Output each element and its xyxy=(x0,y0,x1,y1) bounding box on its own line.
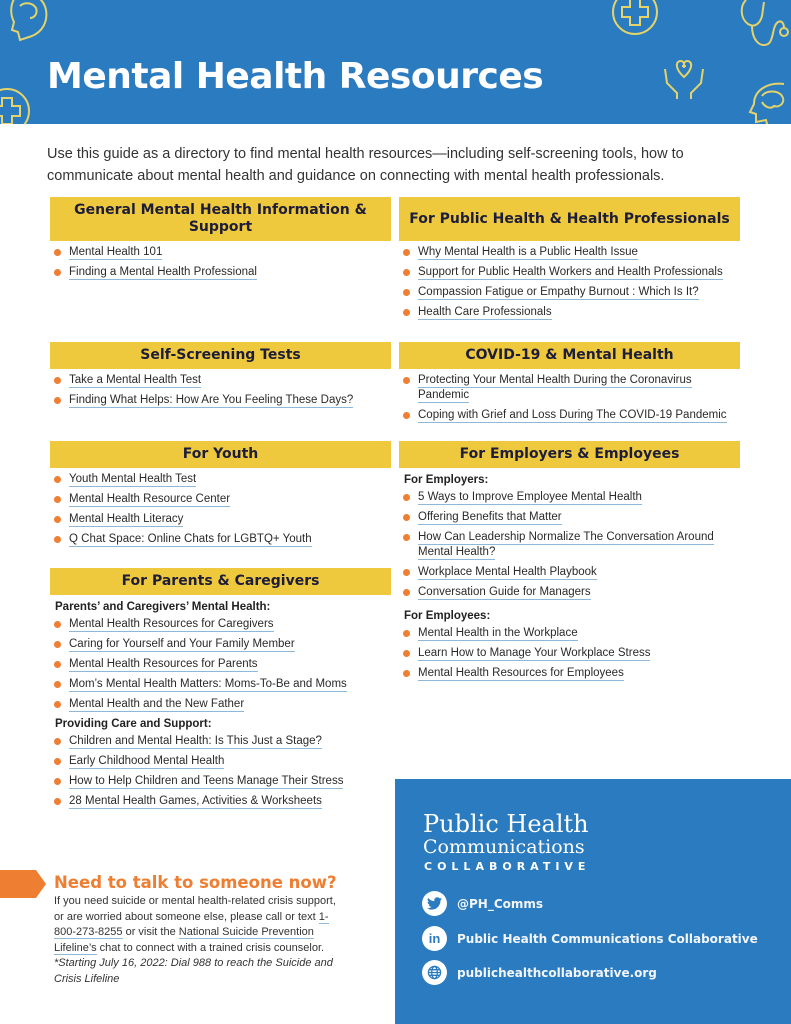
resource-link[interactable]: Mental Health Resources for Parents xyxy=(69,658,258,670)
employees-sublabel: For Employees: xyxy=(404,610,491,622)
crisis-note: *Starting July 16, 2022: Dial 988 to reach the Suicide and Crisis Lifeline xyxy=(54,957,333,985)
bullet-icon xyxy=(54,701,61,708)
section-heading: For Employers & Employees xyxy=(399,441,740,468)
list-item xyxy=(50,637,391,652)
list-item xyxy=(50,697,391,712)
crisis-phone-link[interactable]: 1-800-273-8255 xyxy=(54,910,329,938)
resource-link[interactable]: Learn How to Manage Your Workplace Stress xyxy=(418,647,651,659)
bullet-icon xyxy=(403,514,410,521)
bullet-icon xyxy=(403,249,410,256)
list-item xyxy=(50,774,391,789)
resource-link[interactable]: Protecting Your Mental Health During the Coronavirus Pandemic xyxy=(418,374,692,401)
section-heading: For Youth xyxy=(50,441,391,468)
list-item xyxy=(399,265,740,280)
link-list xyxy=(50,472,391,547)
list-item xyxy=(50,794,391,809)
list-item xyxy=(399,373,740,403)
bullet-icon xyxy=(54,621,61,628)
link-list xyxy=(50,373,391,408)
lifeline-link[interactable]: National Suicide Prevention Lifeline’s xyxy=(54,926,314,954)
bullet-icon xyxy=(403,289,410,296)
bullet-icon xyxy=(54,798,61,805)
resource-link[interactable]: Health Care Professionals xyxy=(418,306,552,318)
list-item xyxy=(50,492,391,507)
link-list xyxy=(399,490,740,600)
bullet-icon xyxy=(54,758,61,765)
list-item xyxy=(50,734,391,749)
list-item xyxy=(399,408,740,423)
org-name-line1: Public Health xyxy=(423,810,589,838)
care-sublabel: Providing Care and Support: xyxy=(55,718,212,730)
list-item xyxy=(50,532,391,547)
medical-cross-circle-icon xyxy=(609,0,661,38)
bullet-icon xyxy=(403,494,410,501)
resource-link[interactable]: Compassion Fatigue or Empathy Burnout : Which Is It? xyxy=(418,286,699,298)
link-list xyxy=(399,245,740,320)
hands-heart-icon xyxy=(661,55,707,101)
resource-link[interactable]: Mental Health Resource Center xyxy=(69,493,231,505)
bullet-icon xyxy=(403,377,410,384)
list-item xyxy=(50,373,391,388)
globe-icon xyxy=(422,960,447,985)
section-self-screening xyxy=(50,342,391,413)
resource-link[interactable]: Mental Health in the Workplace xyxy=(418,627,578,639)
twitter-link[interactable] xyxy=(422,891,543,916)
link-list xyxy=(399,626,740,681)
bullet-icon xyxy=(54,641,61,648)
list-item xyxy=(50,512,391,527)
bullet-icon xyxy=(403,269,410,276)
link-list xyxy=(399,373,740,423)
list-item xyxy=(50,245,391,260)
resource-link[interactable]: Take a Mental Health Test xyxy=(69,374,202,386)
bullet-icon xyxy=(54,397,61,404)
link-list xyxy=(50,617,391,712)
list-item xyxy=(399,245,740,260)
bullet-icon xyxy=(403,630,410,637)
linkedin-name: Public Health Communications Collaborative xyxy=(457,931,758,946)
crisis-text-part: chat to connect with a trained crisis counselor. xyxy=(96,941,325,954)
bullet-icon xyxy=(403,309,410,316)
link-list xyxy=(50,734,391,809)
website-link[interactable] xyxy=(422,960,657,985)
resource-link[interactable]: Workplace Mental Health Playbook xyxy=(418,566,597,578)
linkedin-icon: in xyxy=(422,926,447,951)
section-covid xyxy=(399,342,740,428)
section-youth xyxy=(50,441,391,552)
bullet-icon xyxy=(54,377,61,384)
bullet-icon xyxy=(403,589,410,596)
resource-link[interactable]: Mental Health Resources for Employees xyxy=(418,667,624,679)
medical-cross-circle-icon xyxy=(0,86,32,124)
section-heading: COVID-19 & Mental Health xyxy=(399,342,740,369)
bullet-icon xyxy=(54,249,61,256)
bullet-icon xyxy=(54,738,61,745)
resource-link[interactable]: Support for Public Health Workers and Health Professionals xyxy=(418,266,723,278)
resource-link[interactable]: Mental Health Resources for Caregivers xyxy=(69,618,274,630)
bullet-icon xyxy=(54,516,61,523)
resource-link[interactable]: Q Chat Space: Online Chats for LGBTQ+ Youth xyxy=(69,533,312,545)
arrow-marker-icon xyxy=(0,870,46,898)
crisis-text-part: If you need suicide or mental health-related crisis support, or are worried about someone else, please call or text xyxy=(54,895,336,923)
bullet-icon xyxy=(403,650,410,657)
bullet-icon xyxy=(403,412,410,419)
org-name-line2: Communications xyxy=(423,836,585,858)
list-item xyxy=(399,585,740,600)
section-parents xyxy=(50,568,391,814)
resource-link[interactable]: Offering Benefits that Matter xyxy=(418,511,562,523)
list-item xyxy=(399,565,740,580)
list-item xyxy=(399,666,740,681)
resource-link[interactable]: Mental Health 101 xyxy=(69,246,163,258)
list-item xyxy=(399,285,740,300)
bullet-icon xyxy=(54,269,61,276)
stethoscope-icon xyxy=(738,0,790,52)
resource-link[interactable]: 28 Mental Health Games, Activities & Worksheets xyxy=(69,795,322,807)
twitter-handle: @PH_Comms xyxy=(457,896,544,911)
resource-link[interactable]: Finding a Mental Health Professional xyxy=(69,266,257,278)
section-general xyxy=(50,197,391,285)
list-item xyxy=(50,677,391,692)
section-heading: General Mental Health Information & Support xyxy=(50,197,391,241)
resource-link[interactable]: How to Help Children and Teens Manage Their Stress xyxy=(69,775,344,787)
linkedin-link[interactable] xyxy=(422,926,758,951)
wellbeing-sublabel: Parents’ and Caregivers’ Mental Health: xyxy=(55,601,271,613)
list-item xyxy=(50,617,391,632)
resource-link[interactable]: Mom’s Mental Health Matters: Moms-To-Be and Moms xyxy=(69,678,347,690)
header-banner xyxy=(0,0,791,124)
resource-link[interactable]: Why Mental Health is a Public Health Issue xyxy=(418,246,638,258)
list-item xyxy=(399,626,740,641)
section-heading: For Public Health & Health Professionals xyxy=(399,197,740,241)
head-profile-icon xyxy=(2,0,58,48)
employers-sublabel: For Employers: xyxy=(404,474,489,486)
bullet-icon xyxy=(54,661,61,668)
bullet-icon xyxy=(403,569,410,576)
resource-link[interactable]: 5 Ways to Improve Employee Mental Health xyxy=(418,491,642,503)
resource-link[interactable]: Children and Mental Health: Is This Just a Stage? xyxy=(69,735,322,747)
section-employers xyxy=(399,441,740,686)
resource-link[interactable]: Coping with Grief and Loss During The COVID-19 Pandemic xyxy=(418,409,727,421)
list-item xyxy=(50,265,391,280)
intro-text: Use this guide as a directory to find mental health resources—including self-screening tools, how to communicate about mental health and guidance on connecting with mental health professionals. xyxy=(47,146,684,184)
resource-link[interactable]: Mental Health Literacy xyxy=(69,513,184,525)
list-item xyxy=(50,657,391,672)
resource-link[interactable]: Youth Mental Health Test xyxy=(69,473,197,485)
org-name-line3: COLLABORATIVE xyxy=(424,860,591,873)
list-item xyxy=(399,646,740,661)
list-item xyxy=(50,393,391,408)
bullet-icon xyxy=(54,778,61,785)
bullet-icon xyxy=(54,681,61,688)
bullet-icon xyxy=(403,534,410,541)
bullet-icon xyxy=(54,536,61,543)
section-heading: For Parents & Caregivers xyxy=(50,568,391,595)
list-item xyxy=(399,305,740,320)
list-item xyxy=(50,472,391,487)
list-item xyxy=(399,510,740,525)
crisis-text-part: or visit the xyxy=(122,926,179,938)
list-item xyxy=(399,490,740,505)
crisis-text xyxy=(54,894,344,987)
section-public-health xyxy=(399,197,740,325)
resource-link[interactable]: Early Childhood Mental Health xyxy=(69,755,225,767)
bullet-icon xyxy=(403,670,410,677)
bullet-icon xyxy=(54,496,61,503)
crisis-heading: Need to talk to someone now? xyxy=(54,873,337,892)
resource-link[interactable]: How Can Leadership Normalize The Conversation Around Mental Health? xyxy=(418,531,714,558)
website-url: publichealthcollaborative.org xyxy=(457,965,657,980)
org-footer xyxy=(395,779,791,1024)
resource-link[interactable]: Finding What Helps: How Are You Feeling These Days? xyxy=(69,394,354,406)
link-list xyxy=(50,245,391,280)
resource-link[interactable]: Conversation Guide for Managers xyxy=(418,586,591,598)
resource-link[interactable]: Mental Health and the New Father xyxy=(69,698,245,710)
bullet-icon xyxy=(54,476,61,483)
page-title: Mental Health Resources xyxy=(47,56,544,97)
resource-link[interactable]: Caring for Yourself and Your Family Member xyxy=(69,638,295,650)
list-item xyxy=(399,530,740,560)
twitter-icon xyxy=(422,891,447,916)
section-heading: Self-Screening Tests xyxy=(50,342,391,369)
brain-head-icon xyxy=(744,80,791,124)
list-item xyxy=(50,754,391,769)
